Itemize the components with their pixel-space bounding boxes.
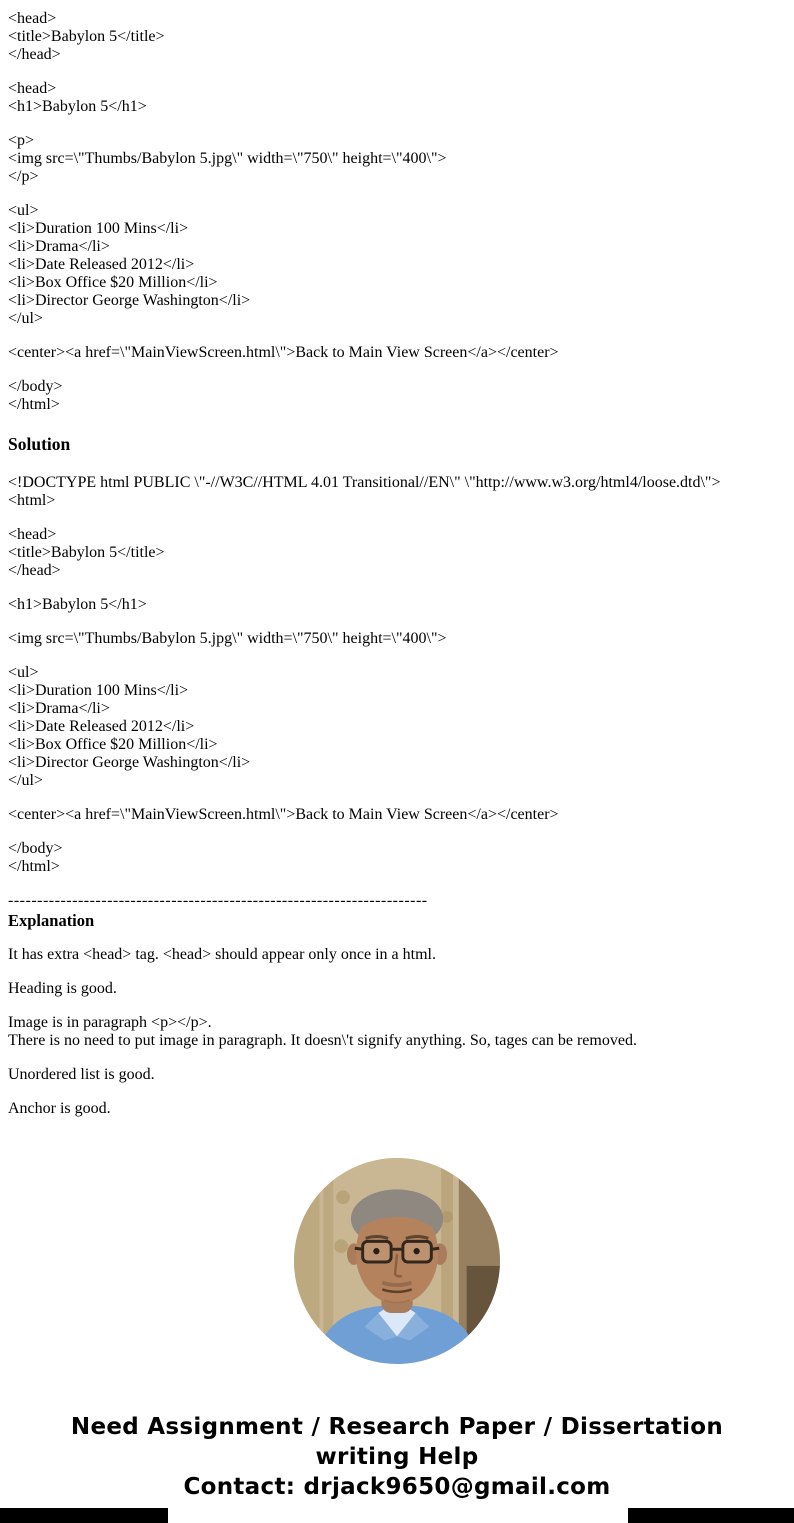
footer-line-3: Contact: drjack9650@gmail.com bbox=[183, 1474, 611, 1500]
code-line: </head> bbox=[8, 562, 61, 579]
code-line: <head> bbox=[8, 526, 57, 543]
explanation-line: Anchor is good. bbox=[8, 1100, 111, 1117]
code-block-question bbox=[8, 10, 786, 414]
explanation-line bbox=[8, 998, 786, 1014]
code-line: <li>Director George Washington</li> bbox=[8, 754, 251, 771]
explanation-line bbox=[8, 1084, 786, 1100]
explanation-line: Unordered list is good. bbox=[8, 1066, 155, 1083]
code-line bbox=[8, 790, 786, 806]
code-line bbox=[8, 614, 786, 630]
code-line: <title>Babylon 5</title> bbox=[8, 28, 165, 45]
code-line bbox=[8, 648, 786, 664]
code-line: <head> bbox=[8, 80, 57, 97]
code-line: <li>Date Released 2012</li> bbox=[8, 256, 195, 273]
code-line: <li>Box Office $20 Million</li> bbox=[8, 736, 218, 753]
explanation-line: Heading is good. bbox=[8, 980, 117, 997]
code-line: <li>Duration 100 Mins</li> bbox=[8, 682, 189, 699]
code-line: </p> bbox=[8, 168, 39, 185]
code-line: </head> bbox=[8, 46, 61, 63]
code-line: <!DOCTYPE html PUBLIC \"-//W3C//HTML 4.01 Transitional//EN\" \"http://www.w3.org/html4/loose.dtd\"> bbox=[8, 474, 721, 491]
code-line: <img src=\"Thumbs/Babylon 5.jpg\" width=\"750\" height=\"400\"> bbox=[8, 150, 447, 167]
code-line: <li>Drama</li> bbox=[8, 700, 110, 717]
code-line: <head> bbox=[8, 10, 57, 27]
bottom-bar-right bbox=[628, 1508, 794, 1523]
explanation-line: Image is in paragraph <p></p>. bbox=[8, 1014, 212, 1031]
code-line: <ul> bbox=[8, 664, 39, 681]
code-line bbox=[8, 580, 786, 596]
code-line bbox=[8, 510, 786, 526]
dashed-divider: ------------------------------------------------------------------------ bbox=[8, 892, 428, 909]
bottom-bar-left bbox=[0, 1508, 168, 1523]
code-line: <h1>Babylon 5</h1> bbox=[8, 596, 147, 613]
code-line: </ul> bbox=[8, 310, 43, 327]
code-line: </body> bbox=[8, 378, 63, 395]
code-line bbox=[8, 64, 786, 80]
explanation-line: It has extra <head> tag. <head> should appear only once in a html. bbox=[8, 946, 436, 963]
solution-heading: Solution bbox=[8, 434, 71, 454]
code-line: <center><a href=\"MainViewScreen.html\">Back to Main View Screen</a></center> bbox=[8, 806, 559, 823]
code-line bbox=[8, 116, 786, 132]
footer-banner bbox=[8, 1412, 786, 1502]
footer-line-2: writing Help bbox=[315, 1444, 479, 1470]
code-line: <html> bbox=[8, 492, 56, 509]
code-line bbox=[8, 186, 786, 202]
code-line: </html> bbox=[8, 858, 60, 875]
code-line: <li>Duration 100 Mins</li> bbox=[8, 220, 189, 237]
code-line: </html> bbox=[8, 396, 60, 413]
code-line: <li>Box Office $20 Million</li> bbox=[8, 274, 218, 291]
code-line: <img src=\"Thumbs/Babylon 5.jpg\" width=\"750\" height=\"400\"> bbox=[8, 630, 447, 647]
explanation-heading: Explanation bbox=[8, 911, 95, 930]
code-line bbox=[8, 362, 786, 378]
explanation-line: There is no need to put image in paragraph. It doesn\'t signify anything. So, tages can be removed. bbox=[8, 1032, 637, 1049]
code-line: <li>Date Released 2012</li> bbox=[8, 718, 195, 735]
instructor-avatar bbox=[294, 1158, 500, 1364]
code-line: <title>Babylon 5</title> bbox=[8, 544, 165, 561]
code-line: <ul> bbox=[8, 202, 39, 219]
code-line: <center><a href=\"MainViewScreen.html\">Back to Main View Screen</a></center> bbox=[8, 344, 559, 361]
code-line: </ul> bbox=[8, 772, 43, 789]
footer-line-1: Need Assignment / Research Paper / Dissertation bbox=[70, 1414, 724, 1440]
explanation-line bbox=[8, 1050, 786, 1066]
code-block-solution bbox=[8, 474, 786, 876]
explanation-text bbox=[8, 946, 786, 1118]
code-line bbox=[8, 824, 786, 840]
explanation-line bbox=[8, 964, 786, 980]
code-line: <p> bbox=[8, 132, 35, 149]
code-line bbox=[8, 328, 786, 344]
code-line: </body> bbox=[8, 840, 63, 857]
code-line: <li>Drama</li> bbox=[8, 238, 110, 255]
instructor-photo-illustration bbox=[294, 1158, 500, 1364]
code-line: <li>Director George Washington</li> bbox=[8, 292, 251, 309]
code-line: <h1>Babylon 5</h1> bbox=[8, 98, 147, 115]
